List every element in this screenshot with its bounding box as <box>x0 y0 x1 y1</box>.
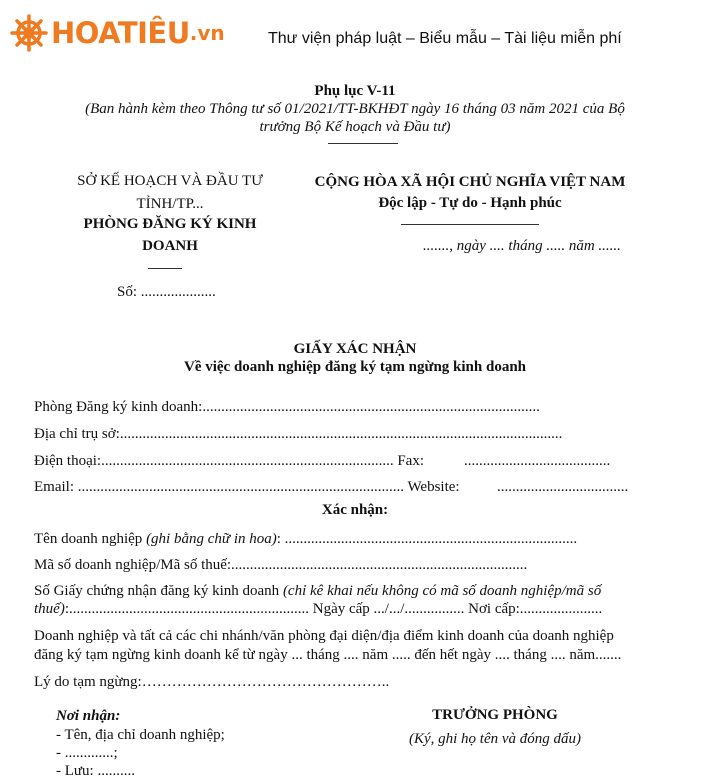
appendix-subtitle-2: trưởng Bộ Kế hoạch và Đầu tư) <box>259 119 451 135</box>
divider <box>328 143 398 144</box>
statement-line-1: Doanh nghiệp và tất cả các chi nhánh/văn phòng đại diện/địa điểm kinh doanh của doanh nghiệp <box>34 628 614 644</box>
recipient-item: - Tên, địa chỉ doanh nghiệp; <box>56 727 225 743</box>
doc-title: GIẤY XÁC NHẬN <box>293 341 417 357</box>
logo-suffix: .vn <box>189 21 225 45</box>
field-certificate-2 <box>34 596 602 622</box>
logo-text: HOATIÊU <box>51 16 190 50</box>
field-phone: Điện thoại:.............................................................................. Fax: <box>34 453 424 469</box>
field-office: Phòng Đăng ký kinh doanh:.......................................................................................... <box>34 399 540 415</box>
recipient-item: - Lưu: .......... <box>56 763 135 779</box>
department: SỞ KẾ HOẠCH VÀ ĐẦU TƯ <box>77 173 263 189</box>
nation-name: CỘNG HÒA XÃ HỘI CHỦ NGHĨA VIỆT NAM <box>314 174 626 190</box>
date-line: ......., ngày .... tháng ..... năm ...... <box>423 238 621 254</box>
field-fax-dots: ....................................... <box>464 453 611 469</box>
appendix-title: Phụ lục V-11 <box>314 83 396 99</box>
certificate-hint-1: (chỉ kê khai nếu không có mã số doanh nghiệp/mã số <box>282 583 602 599</box>
field-website-dots: ................................... <box>497 479 629 495</box>
province: TỈNH/TP... <box>136 196 204 212</box>
divider <box>148 268 182 269</box>
confirm-heading: Xác nhận: <box>321 502 389 518</box>
field-reason: Lý do tạm ngừng:………………………………………….. <box>34 674 390 690</box>
field-company-name <box>34 526 577 552</box>
office-name-1: PHÒNG ĐĂNG KÝ KINH <box>83 216 257 232</box>
ship-wheel-icon <box>10 14 48 52</box>
certificate-rest: :................................................................ Ngày cấp .../.../................ Nơi cấp:...................... <box>64 601 603 617</box>
field-email: Email: ....................................................................................... Website: <box>34 479 460 495</box>
statement-line-2: đăng ký tạm ngừng kinh doanh kể từ ngày ... tháng .... năm ..... đến hết ngày .... tháng .... năm....... <box>34 647 622 663</box>
divider <box>401 224 539 225</box>
field-tax-code: Mã số doanh nghiệp/Mã số thuế:............................................................................... <box>34 557 528 573</box>
national-motto: Độc lập - Tự do - Hạnh phúc <box>378 195 562 211</box>
tagline: Thư viện pháp luật – Biểu mẫu – Tài liệu miễn phí <box>268 30 622 47</box>
signature-note: (Ký, ghi họ tên và đóng dấu) <box>408 731 582 747</box>
office-name-2: DOANH <box>142 238 198 254</box>
field-address: Địa chỉ trụ sở:...................................................................................................................... <box>34 426 563 442</box>
company-name-dots: : .............................................................................. <box>276 531 578 547</box>
appendix-subtitle-1: (Ban hành kèm theo Thông tư số 01/2021/TT-BKHĐT ngày 16 tháng 03 năm 2021 của Bộ <box>85 101 625 117</box>
doc-subtitle: Về việc doanh nghiệp đăng ký tạm ngừng kinh doanh <box>183 359 527 375</box>
recipients-label: Nơi nhận: <box>56 708 121 724</box>
company-name-label: Tên doanh nghiệp <box>34 531 147 547</box>
document-number: Số: .................... <box>117 284 216 300</box>
recipient-item: - .............; <box>56 745 118 761</box>
company-name-hint: (ghi bằng chữ in hoa) <box>146 531 277 547</box>
signature-title: TRƯỞNG PHÒNG <box>432 707 558 723</box>
certificate-hint-2: thuế) <box>34 601 65 617</box>
certificate-label: Số Giấy chứng nhận đăng ký kinh doanh <box>34 583 283 599</box>
hoatieu-logo[interactable] <box>10 12 225 54</box>
